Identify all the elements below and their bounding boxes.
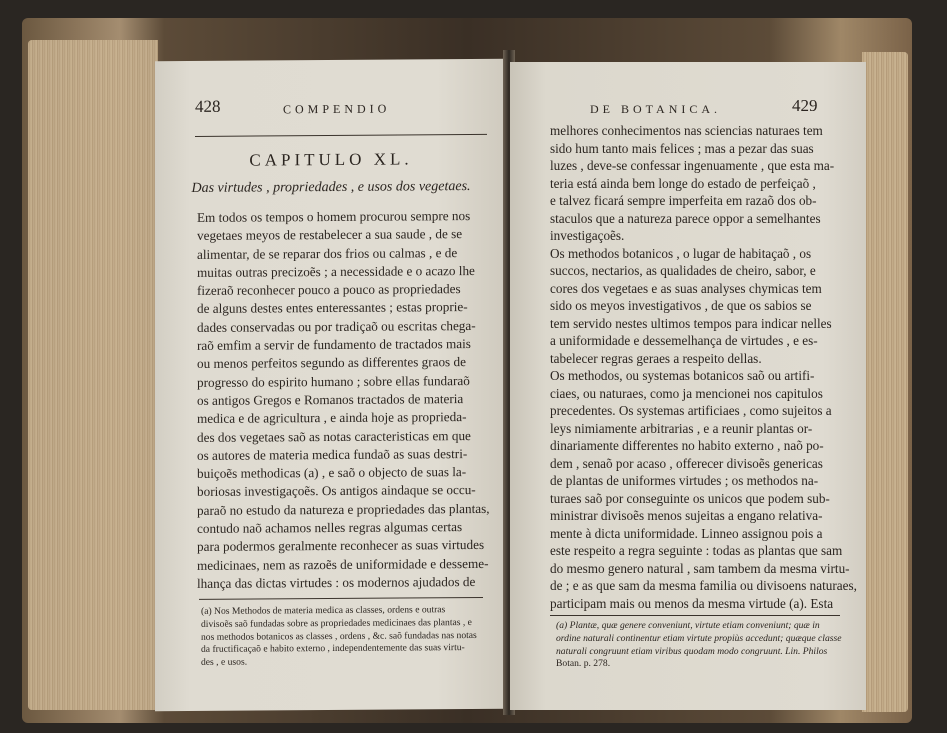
text-line: succos, nectarios, as qualidades de cheiro, sabor, e — [550, 263, 816, 278]
text-line: do mesmo genero natural , sam tambem da mesma virtu- — [550, 560, 850, 576]
header-rule-left — [195, 134, 487, 137]
left-page — [155, 59, 507, 711]
text-line: precedentes. Os systemas artificiaes , como sujeitos a — [550, 403, 832, 418]
running-head-left: COMPENDIO — [283, 101, 391, 117]
text-line: de alguns destes entes enteressantes ; estas proprie- — [197, 299, 468, 317]
page-number-right: 429 — [792, 96, 818, 115]
text-line: progresso do espirito humano ; sobre ellas fundaraõ — [197, 372, 470, 390]
chapter-title: CAPITULO XL. — [249, 149, 413, 170]
footnote-line: divisoẽs saõ fundadas sobre as propriedades medicinaes das plantas , e — [201, 616, 472, 630]
text-line: Os methodos botanicos , o lugar de habitaçaõ , os — [550, 245, 812, 261]
footnote-line: (a) Plantæ, quæ genere conveniunt, virtute etiam conveniunt; quæ in — [556, 620, 820, 631]
text-line: para podermos geralmente reconhecer as suas virtudes — [197, 537, 485, 555]
text-line: staculos que a natureza parece oppor a semelhantes — [550, 210, 821, 226]
right-body-text — [550, 122, 857, 612]
page-number-left: 428 — [195, 96, 221, 116]
text-line: este respeito a regra seguinte : todas as plantas que sam — [550, 543, 843, 558]
text-line: tem servido nestes ultimos tempos para indicar nelles — [550, 315, 832, 331]
text-line: e talvez ficará sempre imperfeita em razaõ dos ob- — [550, 193, 817, 208]
text-line: mente à dicta uniformidade. Linneo assignou pois a — [550, 525, 823, 541]
text-line: melhores conhecimentos nas sciencias naturaes tem — [550, 123, 823, 138]
footnote-line: (a) Nos Methodos de materia medica as classes, ordens e outras — [201, 604, 446, 617]
running-head-right: DE BOTANICA. — [590, 102, 722, 116]
left-body-text — [197, 207, 490, 593]
text-line: boriosas investigaçoẽs. Os antigos aindaque se occu- — [197, 482, 476, 500]
text-line: paraõ no estudo da natureza e propriedades das plantas, — [197, 500, 490, 518]
footnote-rule-right — [550, 615, 840, 616]
text-line: medicinaes, nem as razoẽs de uniformidade e desseme- — [197, 555, 489, 573]
footnote-line: da fructificaçaõ e habito externo , independentemente das suas virtu- — [201, 642, 465, 656]
text-line: medica e de agricultura , e ainda hoje as proprieda- — [197, 409, 467, 427]
footnote-line: ordine naturali continentur etiam virtute propiùs accedunt; quæque classe — [556, 632, 842, 644]
text-line: leys nimiamente arbitrarias , e a reunir plantas or- — [550, 420, 813, 436]
text-line: dem , senaõ por acaso , offerecer divisoẽs genericas — [550, 455, 823, 471]
left-footnote — [201, 604, 487, 670]
text-line: teria está ainda bem longe do estado de perfeiçaõ , — [550, 175, 816, 191]
left-page-edges — [28, 40, 158, 710]
text-line: fizeraõ reconhecer pouco a pouco as propriedades — [197, 281, 461, 299]
text-line: des dos vegetaes saõ as notas caracteristicas em que — [197, 427, 471, 445]
text-line: contudo naõ achamos nelles regras algumas certas — [197, 519, 463, 536]
text-line: buiçoẽs methodicas (a) , e saõ o objecto de suas la- — [197, 464, 467, 482]
text-line: os antigos Gregos e Romanos tractados de materia — [197, 391, 464, 408]
text-line: sido hum tanto mais felices ; mas a pezar das suas — [550, 140, 814, 156]
text-line: ministrar divisoẽs menos sujeitas a engano relativa- — [550, 508, 823, 523]
text-line: Em todos os tempos o homem procurou sempre nos — [197, 208, 471, 225]
text-line: participam mais ou menos da mesma virtude (a). Esta — [550, 595, 834, 611]
chapter-subtitle: Das virtudes , propriedades , e usos dos vegetaes. — [191, 179, 471, 196]
text-line: lhança das dictas virtudes : os modernos ajudados de — [197, 573, 476, 591]
footnote-line: Botan. p. 278. — [556, 658, 611, 670]
text-line: dinariamente differentes no habito externo , naõ po- — [550, 438, 824, 453]
text-line: ciaes, ou naturaes, como ja mencionei nos capitulos — [550, 385, 823, 401]
right-footnote — [556, 620, 846, 671]
text-line: dades conservadas ou por tradiçaõ ou escritas chega- — [197, 317, 476, 335]
footnote-line: nos methodos botanicos as classes , ordens , &c. saõ fundadas nas notas — [201, 629, 477, 643]
text-line: tabelecer regras geraes a respeito dellas. — [550, 350, 762, 366]
text-line: de ; e as que sam da mesma familia ou divisoens naturaes, — [550, 578, 857, 593]
text-line: a uniformidade e dessemelhança de virtudes , e es- — [550, 333, 818, 348]
text-line: os autores de materia medica fundaõ as suas destri- — [197, 445, 468, 463]
text-line: luzes , deve-se confessar ingenuamente , que esta ma- — [550, 158, 835, 173]
text-line: sido os meyos investigativos , de que os sabios se — [550, 298, 812, 313]
right-page-edges — [862, 52, 908, 712]
text-line: vegetaes meyos de restabelecer a sua saude , de se — [197, 226, 463, 244]
text-line: Os methodos, ou systemas botanicos saõ ou artifi- — [550, 368, 815, 383]
text-line: cores dos vegetaes e as suas analyses chymicas tem — [550, 280, 822, 296]
text-line: turaes saõ por conseguinte os unicos que podem sub- — [550, 490, 830, 506]
text-line: raõ emfim a servir de fundamento de tractados mais — [197, 336, 471, 354]
footnote-line: naturali congruunt etiam viribus quodam modo congruunt. Lin. Philos — [556, 645, 828, 657]
footnote-line: des , e usos. — [201, 656, 248, 669]
text-line: muitas outras precizoẽs ; a necessidade e o acazo lhe — [197, 262, 475, 280]
text-line: alimentar, de se reparar dos frios ou calmas , e de — [197, 244, 458, 262]
footnote-rule-left — [199, 597, 483, 600]
text-line: de plantas de uniformes virtudes ; os methodos na- — [550, 473, 819, 488]
text-line: ou menos perfeitos segundo as differentes graos de — [197, 354, 466, 372]
right-page — [510, 62, 866, 710]
text-line: investigaçoẽs. — [550, 228, 625, 243]
